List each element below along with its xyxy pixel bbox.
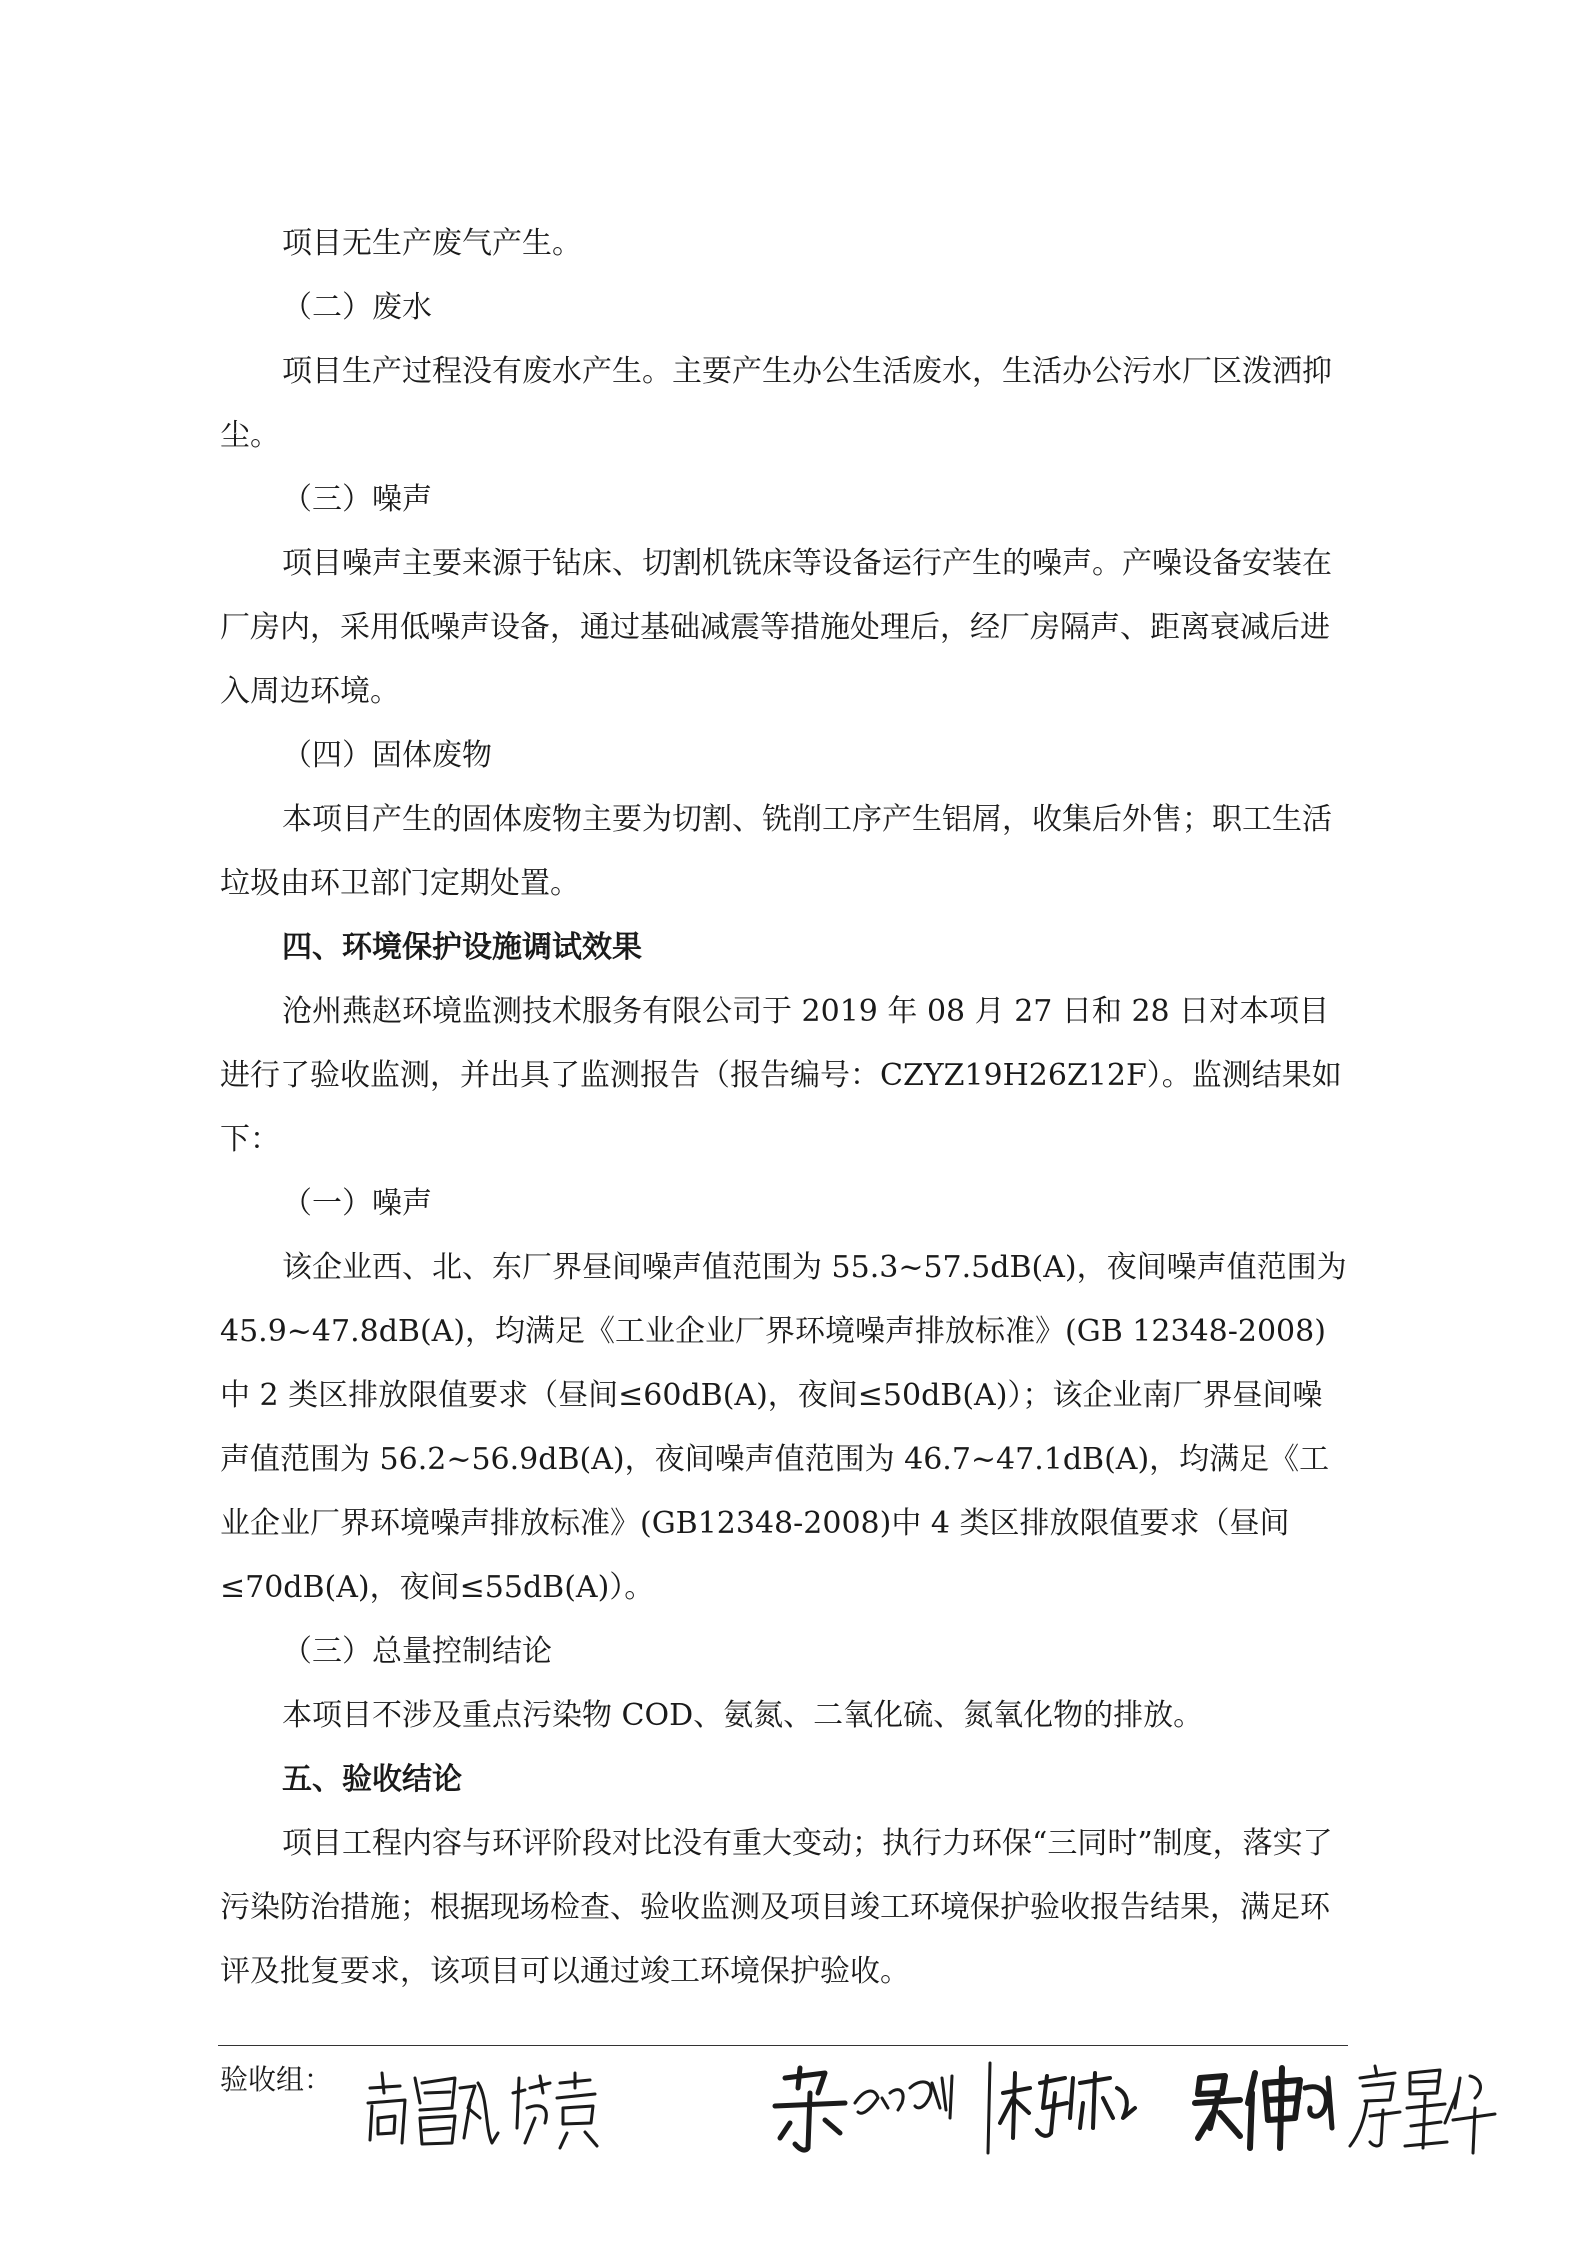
- paragraph-solid-waste: 本项目产生的固体废物主要为切割、铣削工序产生铝屑，收集后外售；职工生活垃圾由环卫部门定期处置。: [220, 802, 1332, 901]
- signature-6: [1345, 2048, 1505, 2158]
- signature-1: [360, 2048, 500, 2158]
- paragraph-noise-results: 该企业西、北、东厂界昼间噪声值范围为 55.3~57.5dB(A)，夜间噪声值范围为 45.9~47.8dB(A)，均满足《工业企业厂界环境噪声排放标准》(GB 12348-2008)中 2 类区排放限值要求（昼间≤60dB(A)，夜间≤50dB(A)）；该企业南厂界昼间噪声值范围为 56.2~56.9dB(A)，夜间噪声值范围为 46.7~47.1dB(A)，均满足《工业企业厂界环境噪声排放标准》(GB12348-2008)中 4 类区排放限值要求（昼间≤70dB(A)，夜间≤55dB(A)）。: [220, 1250, 1347, 1605]
- heading-total-control: （三）总量控制结论: [282, 1634, 552, 1669]
- signature-label: 验收组：: [220, 2063, 333, 2096]
- paragraph-no-waste-gas: 项目无生产废气产生。: [282, 226, 582, 261]
- paragraph-total-control: 本项目不涉及重点污染物 COD、氨氮、二氧化硫、氮氧化物的排放。: [282, 1698, 1204, 1733]
- heading-noise-results: （一）噪声: [282, 1186, 432, 1221]
- paragraph-wastewater: 项目生产过程没有废水产生。主要产生办公生活废水，生活办公污水厂区泼洒抑尘。: [220, 354, 1332, 453]
- signature-3: [770, 2048, 960, 2158]
- signature-2: [505, 2048, 605, 2158]
- signature-4: [985, 2048, 1145, 2158]
- section-heading-debugging-effect: 四、环境保护设施调试效果: [282, 930, 642, 965]
- heading-wastewater: （二）废水: [282, 290, 432, 325]
- paragraph-acceptance-conclusion: 项目工程内容与环评阶段对比没有重大变动；执行力环保“三同时”制度，落实了污染防治措施；根据现场检查、验收监测及项目竣工环境保护验收报告结果，满足环评及批复要求，该项目可以通过竣工环境保护验收。: [220, 1826, 1333, 1989]
- heading-noise: （三）噪声: [282, 482, 432, 517]
- signature-5: [1190, 2048, 1340, 2158]
- heading-solid-waste: （四）固体废物: [282, 738, 492, 773]
- signature-divider: [218, 2045, 1348, 2046]
- paragraph-noise-source: 项目噪声主要来源于钻床、切割机铣床等设备运行产生的噪声。产噪设备安装在厂房内，采用低噪声设备，通过基础减震等措施处理后，经厂房隔声、距离衰减后进入周边环境。: [220, 546, 1332, 709]
- section-heading-acceptance-conclusion: 五、验收结论: [282, 1762, 462, 1797]
- paragraph-monitoring-report: 沧州燕赵环境监测技术服务有限公司于 2019 年 08 月 27 日和 28 日对本项目进行了验收监测，并出具了监测报告（报告编号：CZYZ19H26Z12F）。监测结果如下：: [220, 994, 1342, 1157]
